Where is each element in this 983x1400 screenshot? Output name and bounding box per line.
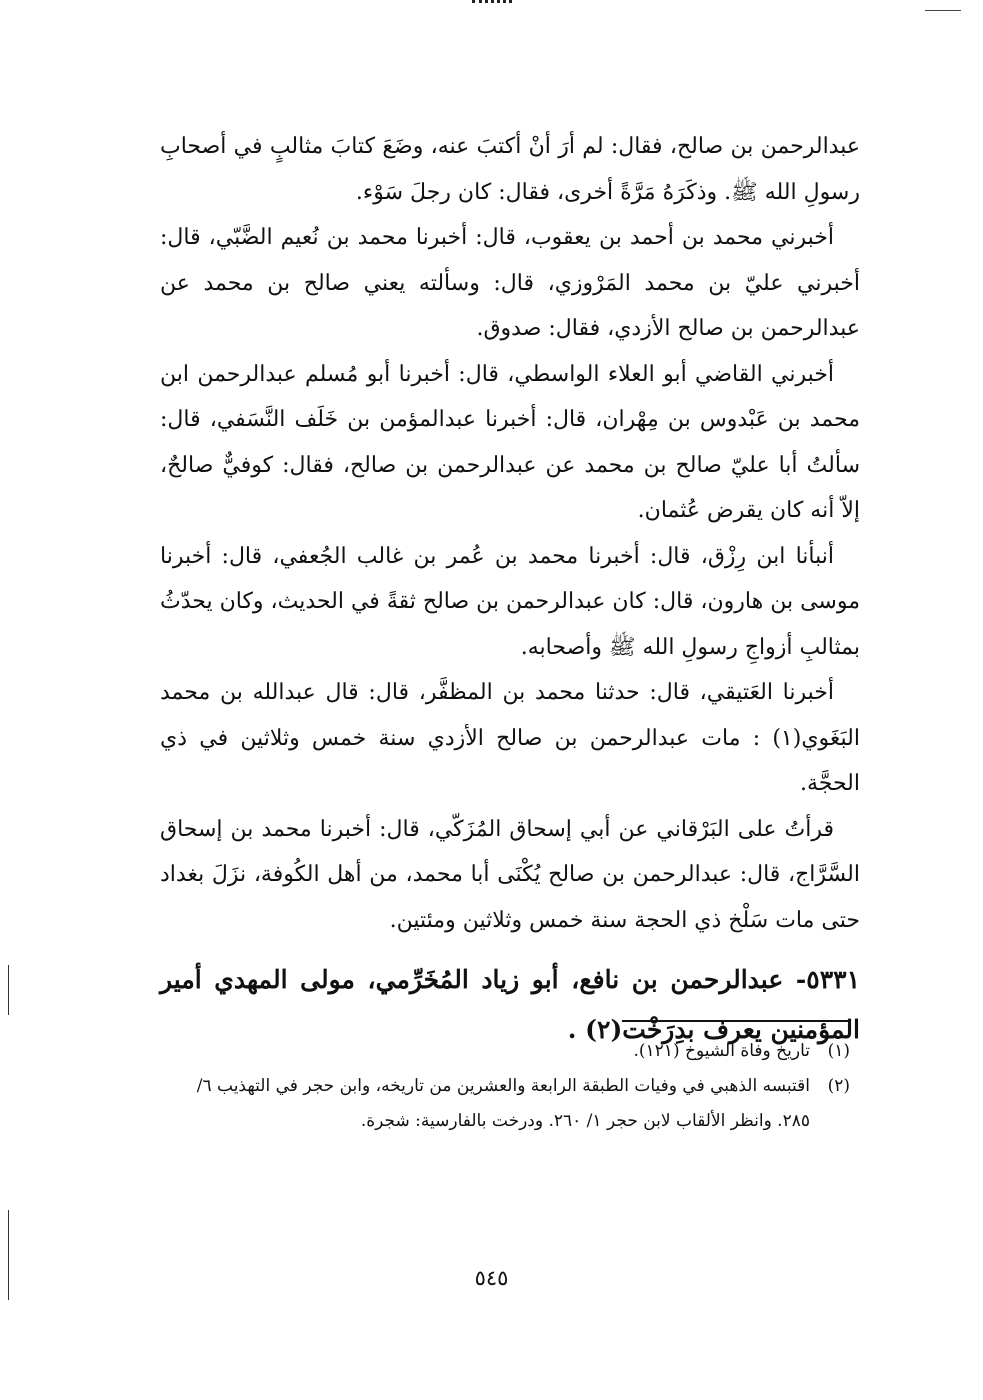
footnote-number: (١) (827, 1041, 850, 1061)
footnote-text: تاريخ وفاة الشيوخ (١٢١). (633, 1041, 810, 1061)
footnote (160, 1069, 850, 1139)
footnote-number: (٢) (827, 1076, 850, 1096)
paragraph: أخبرني محمد بن أحمد بن يعقوب، قال: أخبرنا محمد بن نُعيم الضَّبّي، قال: أخبرني عليّ بن محمد المَرْوزي، قال: وسألته يعني صالح بن محمد عن عبدالرحمن بن صالح الأزدي، فقال: صدوق. (160, 225, 860, 341)
main-text (160, 124, 860, 1055)
scan-artifact-top (472, 0, 512, 7)
footnotes (160, 1034, 850, 1139)
footnote (160, 1034, 850, 1069)
scan-artifact-margin-line (8, 965, 9, 1015)
paragraph: قرأتُ على البَرْقاني عن أبي إسحاق المُزَكّي، قال: أخبرنا محمد بن إسحاق السَّرَّاج، قال: عبدالرحمن بن صالح يُكْنَى أبا محمد، من أهل الكُوفة، نزَلَ بغداد حتى مات سَلْخ ذي الحجة سنة خمس وثلاثين ومئتين. (160, 816, 860, 933)
footnote-separator (622, 1020, 850, 1022)
scan-artifact-corner (925, 10, 961, 11)
page-number: ٥٤٥ (474, 1266, 509, 1290)
entry-heading: ٥٣٣١- عبدالرحمن بن نافع، أبو زياد المُخَرِّمي، مولى المهدي أمير المؤمنين يعرف بدِرَخْت(٢) . (160, 965, 860, 1044)
paragraph: أخبرنا العَتيقي، قال: حدثنا محمد بن المظفَّر، قال: قال عبدالله بن محمد البَغَوي(١) : مات عبدالرحمن بن صالح الأزدي سنة خمس وثلاثين في ذي الحجَّة. (160, 680, 860, 796)
paragraph: أخبرني القاضي أبو العلاء الواسطي، قال: أخبرنا أبو مُسلم عبدالرحمن ابن محمد بن عَبْدوس بن مِهْران، قال: أخبرنا عبدالمؤمن بن خَلَف النَّسَفي، قال: سألتُ أبا عليّ صالح بن محمد عن عبدالرحمن بن صالح، فقال: كوفيٌّ صالحٌ، إلاّ أنه كان يقرض عُثمان. (160, 361, 860, 523)
paragraph: عبدالرحمن بن صالح، فقال: لم أرَ أنْ أكتبَ عنه، وضَعَ كتابَ مثالبٍ في أصحابِ رسولِ الله ﷺ. وذكَرَهُ مَرَّةً أخرى، فقال: كان رجلَ سَوْء. (160, 134, 860, 205)
footnote-text: اقتبسه الذهبي في وفيات الطبقة الرابعة والعشرين من تاريخه، وابن حجر في التهذيب ٦/ ٢٨٥. وانظر الألقاب لابن حجر ١/ ٢٦٠. ودرخت بالفارسية: شجرة. (196, 1076, 810, 1131)
paragraph: أنبأنا ابن رِزْق، قال: أخبرنا محمد بن عُمر بن غالب الجُعفي، قال: أخبرنا موسى بن هارون، قال: كان عبدالرحمن بن صالح ثقةً في الحديث، وكان يحدّثُ بمثالبِ أزواجِ رسولِ الله ﷺ وأصحابه. (160, 543, 860, 660)
